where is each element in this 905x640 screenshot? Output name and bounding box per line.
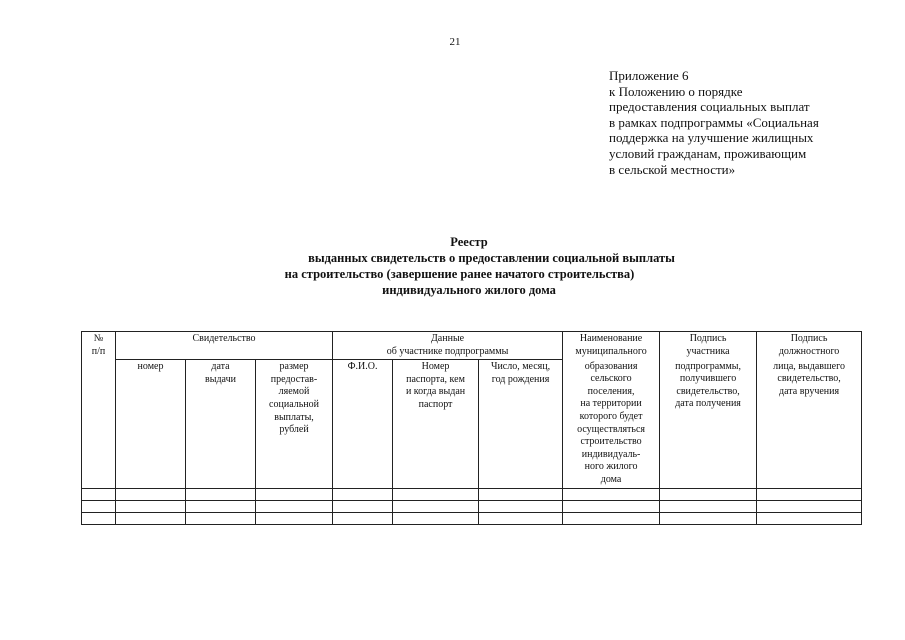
page-number: 21 [449,36,461,48]
col-participant-signature-cont: подпрограммы, получившего свидетельство, дата получения [660,360,757,488]
appendix-line: в сельской местности» [609,161,736,177]
appendix-line: поддержка на улучшение жилищных [609,130,814,146]
table-subheader-row [82,360,862,488]
col-official-signature-header: Подпись должностного [757,332,862,360]
col-number-cont [82,360,116,488]
table-row [82,488,862,500]
appendix-line: к Положению о порядке [609,83,743,99]
col-participant-header: Данные об участнике подпрограммы [333,332,563,360]
table-row [82,512,862,524]
col-amount: размер предостав- ляемой социальной выплаты, рублей [256,360,333,488]
col-passport: Номер паспорта, кем и когда выдан паспорт [393,360,479,488]
appendix-line: предоставления социальных выплат [609,99,810,115]
col-birth-date: Число, месяц, год рождения [479,360,563,488]
col-issue-date: дата выдачи [186,360,256,488]
registry-table [81,331,862,525]
col-municipality-header: Наименование муниципального [563,332,660,360]
title-line: выданных свидетельств о предоставлении социальной выплаты [308,251,675,265]
col-official-signature-cont: лица, выдавшего свидетельство, дата вручения [757,360,862,488]
col-certificate-header: Свидетельство [116,332,333,360]
title-main: Реестр [450,235,488,249]
appendix-note [609,68,819,177]
title-line: на строительство (завершение ранее начатого строительства) [284,267,635,281]
col-fio: Ф.И.О. [333,360,393,488]
table-row [82,500,862,512]
col-participant-signature-header: Подпись участника [660,332,757,360]
col-municipality-cont: образования сельского поселения, на территории которого будет осуществляться строительство индивидуаль- ного жилого дома [563,360,660,488]
document-title [0,234,905,298]
col-number-header: № п/п [82,332,116,360]
title-line: индивидуального жилого дома [382,283,556,297]
table-header-row [82,332,862,360]
appendix-line: условий гражданам, проживающим [609,145,807,161]
appendix-line: в рамках подпрограммы «Социальная [609,114,819,130]
col-cert-number: номер [116,360,186,488]
appendix-line: Приложение 6 [609,68,689,83]
